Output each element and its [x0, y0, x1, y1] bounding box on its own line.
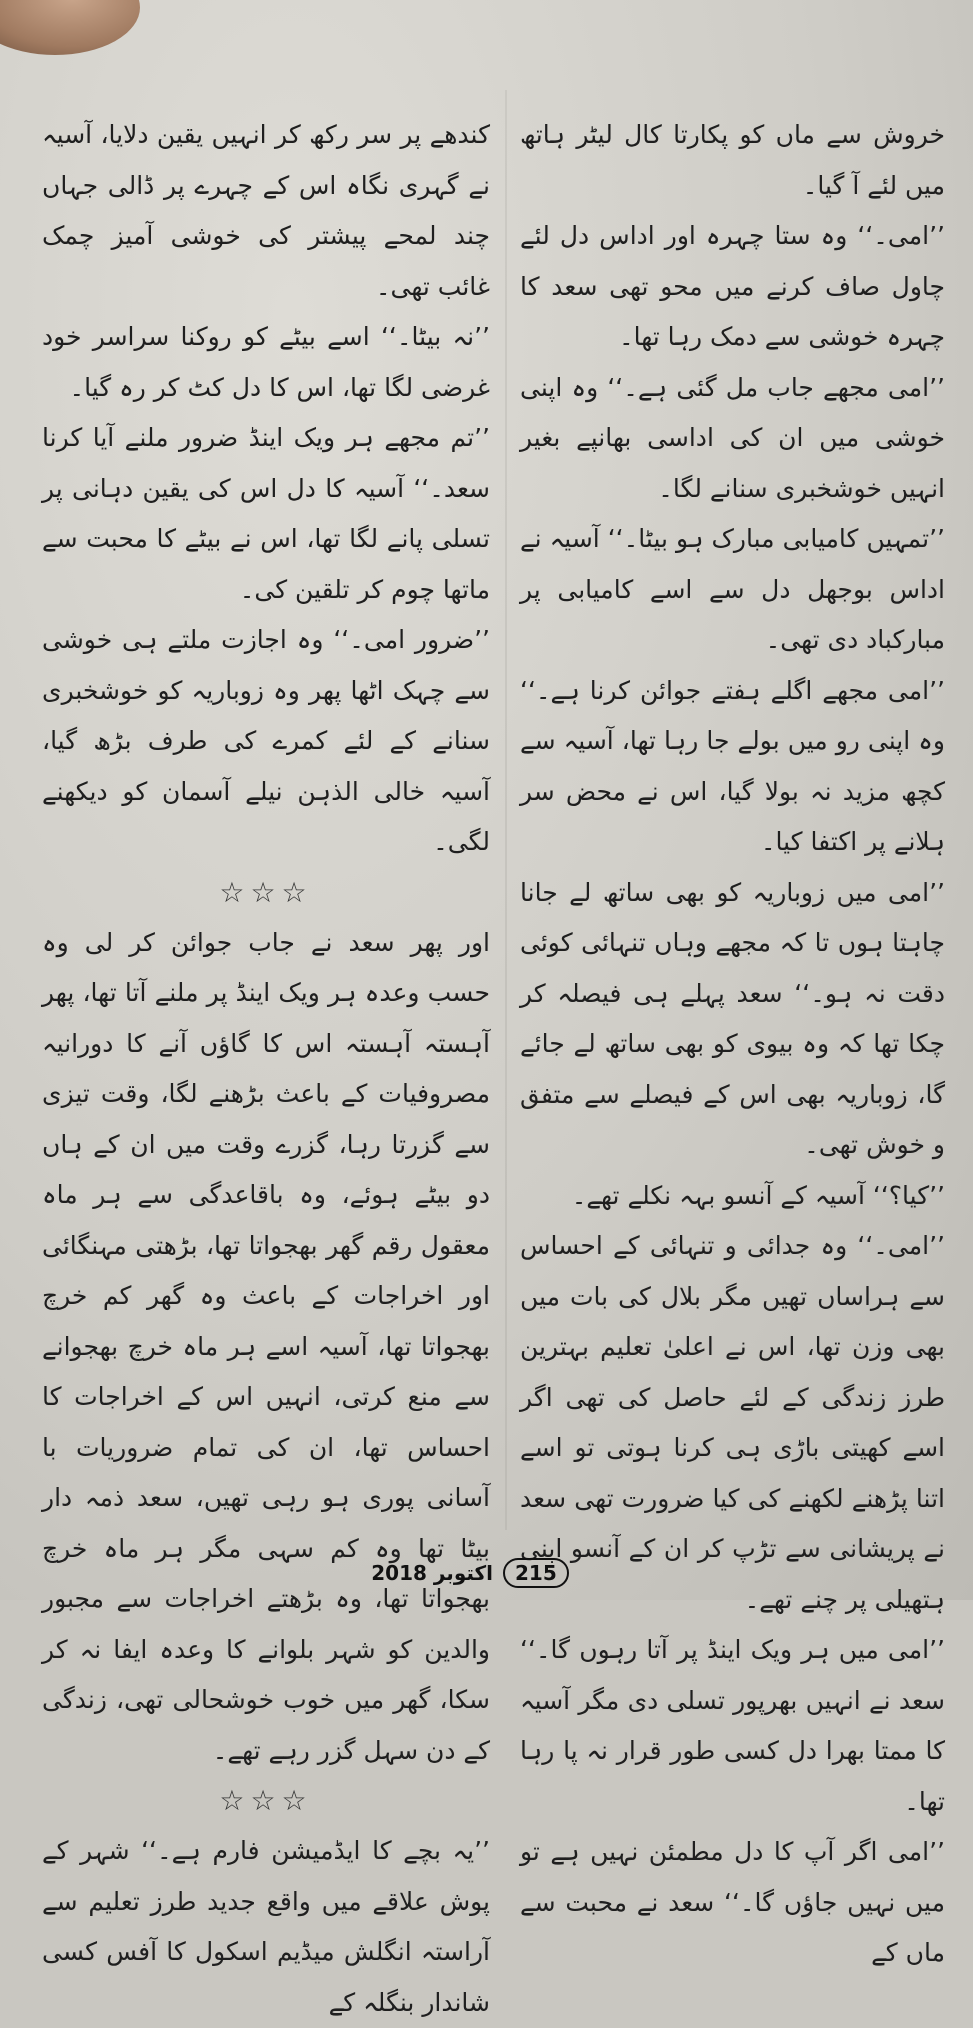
page-number: 215: [503, 1558, 569, 1588]
paragraph: ’’ضرور امی۔‘‘ وہ اجازت ملتے ہی خوشی سے چہک اٹھا پھر وہ زوباریہ کو خوشخبری سنانے کے لئے کمرے کی طرف بڑھ گیا، آسیہ خالی الذہن نیلے آسمان کو دیکھنے لگی۔: [42, 625, 490, 856]
paragraph: ’’امی میں زوباریہ کو بھی ساتھ لے جانا چاہتا ہوں تا کہ مجھے وہاں تنہائی کوئی دقت نہ ہو۔‘‘ سعد پہلے ہی فیصلہ کر چکا تھا کہ وہ بیوی کو بھی ساتھ لے جائے گا، زوباریہ بھی اس کے فیصلے سے متفق و خوش تھی۔: [520, 877, 945, 1159]
paragraph: ’’امی مجھے جاب مل گئی ہے۔‘‘ وہ اپنی خوشی میں ان کی اداسی بھانپے بغیر انہیں خوشخبری سنانے لگا۔: [520, 372, 945, 503]
page-footer: [340, 1553, 600, 1593]
section-break-stars: ☆☆☆: [219, 1784, 313, 1817]
paragraph: اور پھر سعد نے جاب جوائن کر لی وہ حسب وعدہ ہر ویک اینڈ پر ملنے آتا تھا، پھر آہستہ آہستہ اس کا گاؤں آنے کا دورانیہ مصروفیات کے باعث بڑھنے لگا، وقت تیزی سے گزرتا رہا، گزرے وقت میں ان کے ہاں دو بیٹے ہوئے، وہ باقاعدگی سے ہر ماہ معقول رقم گھر بھجواتا تھا، بڑھتی مہنگائی اور اخراجات کے باعث وہ گھر کم خرچ بھجواتا تھا، آسیہ اسے ہر ماہ خرچ بھجوانے سے منع کرتی، انہیں اس کے اخراجات کا احساس تھا، ان کی تمام ضروریات با آسانی پوری ہو رہی تھیں، سعد ذمہ دار بیٹا تھا وہ کم سہی مگر ہر ماہ خرچ بھجواتا تھا، وہ بڑھتے اخراجات سے مجبور والدین کو شہر بلوانے کا وعدہ ایفا نہ کر سکا، گھر میں خوب خوشحالی تھی، زندگی کے دن سہل گزر رہے تھے۔: [42, 927, 490, 1765]
paragraph: ’’نہ بیٹا۔‘‘ اسے بیٹے کو روکنا سراسر خود غرضی لگا تھا، اس کا دل کٹ کر رہ گیا۔: [42, 322, 490, 402]
right-column: [520, 110, 945, 1979]
paragraph: ’’امی مجھے اگلے ہفتے جوائن کرنا ہے۔‘‘ وہ اپنی رو میں بولے جا رہا تھا، آسیہ سے کچھ مزید نہ بولا گیا، اس نے محض سر ہلانے پر اکتفا کیا۔: [520, 675, 945, 856]
paragraph: ’’کیا؟‘‘ آسیہ کے آنسو بہہ نکلے تھے۔: [571, 1180, 945, 1210]
paragraph: ’’امی میں ہر ویک اینڈ پر آتا رہوں گا۔‘‘ سعد نے انہیں بھرپور تسلی دی مگر آسیہ کا ممتا بھرا دل کسی طور قرار نہ پا رہا تھا۔: [520, 1635, 945, 1816]
paragraph: ’’امی۔‘‘ وہ جدائی و تنہائی کے احساس سے ہراساں تھیں مگر بلال کی بات میں بھی وزن تھا، اس نے اعلیٰ تعلیم بہترین طرز زندگی کے لئے حاصل کی تھی اگر اسے کھیتی باڑی ہی کرنا ہوتی تو اسے اتنا پڑھنے لکھنے کی کیا ضرورت تھی سعد نے پریشانی سے تڑپ کر ان کے آنسو اپنی ہتھیلی پر چنے تھے۔: [520, 1231, 945, 1614]
paragraph: ’’یہ بچے کا ایڈمیشن فارم ہے۔‘‘ شہر کے پوش علاقے میں واقع جدید طرز تعلیم سے آراستہ انگلش میڈیم اسکول کا آفس کسی شاندار بنگلہ کے: [42, 1836, 490, 2017]
left-column: [42, 110, 490, 2028]
thumb-holding-page: [0, 0, 140, 55]
section-break-stars: ☆☆☆: [219, 875, 313, 909]
paragraph: خروش سے ماں کو پکارتا کال لیٹر ہاتھ میں لئے آ گیا۔: [520, 120, 945, 200]
paragraph: ’’امی اگر آپ کا دل مطمئن نہیں ہے تو میں نہیں جاؤں گا۔‘‘ سعد نے محبت سے ماں کے: [520, 1837, 945, 1967]
issue-date: اکتوبر 2018: [371, 1561, 494, 1585]
paragraph: ’’امی۔‘‘ وہ ستا چہرہ اور اداس دل لئے چاول صاف کرنے میں محو تھی سعد کا چہرہ خوشی سے دمک رہا تھا۔: [520, 221, 945, 351]
paragraph: ’’تمہیں کامیابی مبارک ہو بیٹا۔‘‘ آسیہ نے اداس بوجھل دل سے اسے کامیابی پر مبارکباد دی تھی۔: [520, 524, 945, 654]
column-divider: [505, 90, 507, 1530]
paragraph: ’’تم مجھے ہر ویک اینڈ ضرور ملنے آیا کرنا سعد۔‘‘ آسیہ کا دل اس کی یقین دہانی پر تسلی پانے لگا تھا، اس نے بیٹے کا محبت سے ماتھا چوم کر تلقین کی۔: [42, 423, 490, 604]
paragraph: کندھے پر سر رکھ کر انہیں یقین دلایا، آسیہ نے گہری نگاہ اس کے چہرے پر ڈالی جہاں چند لمحے پیشتر کی خوشی آمیز چمک غائب تھی۔: [42, 120, 490, 301]
